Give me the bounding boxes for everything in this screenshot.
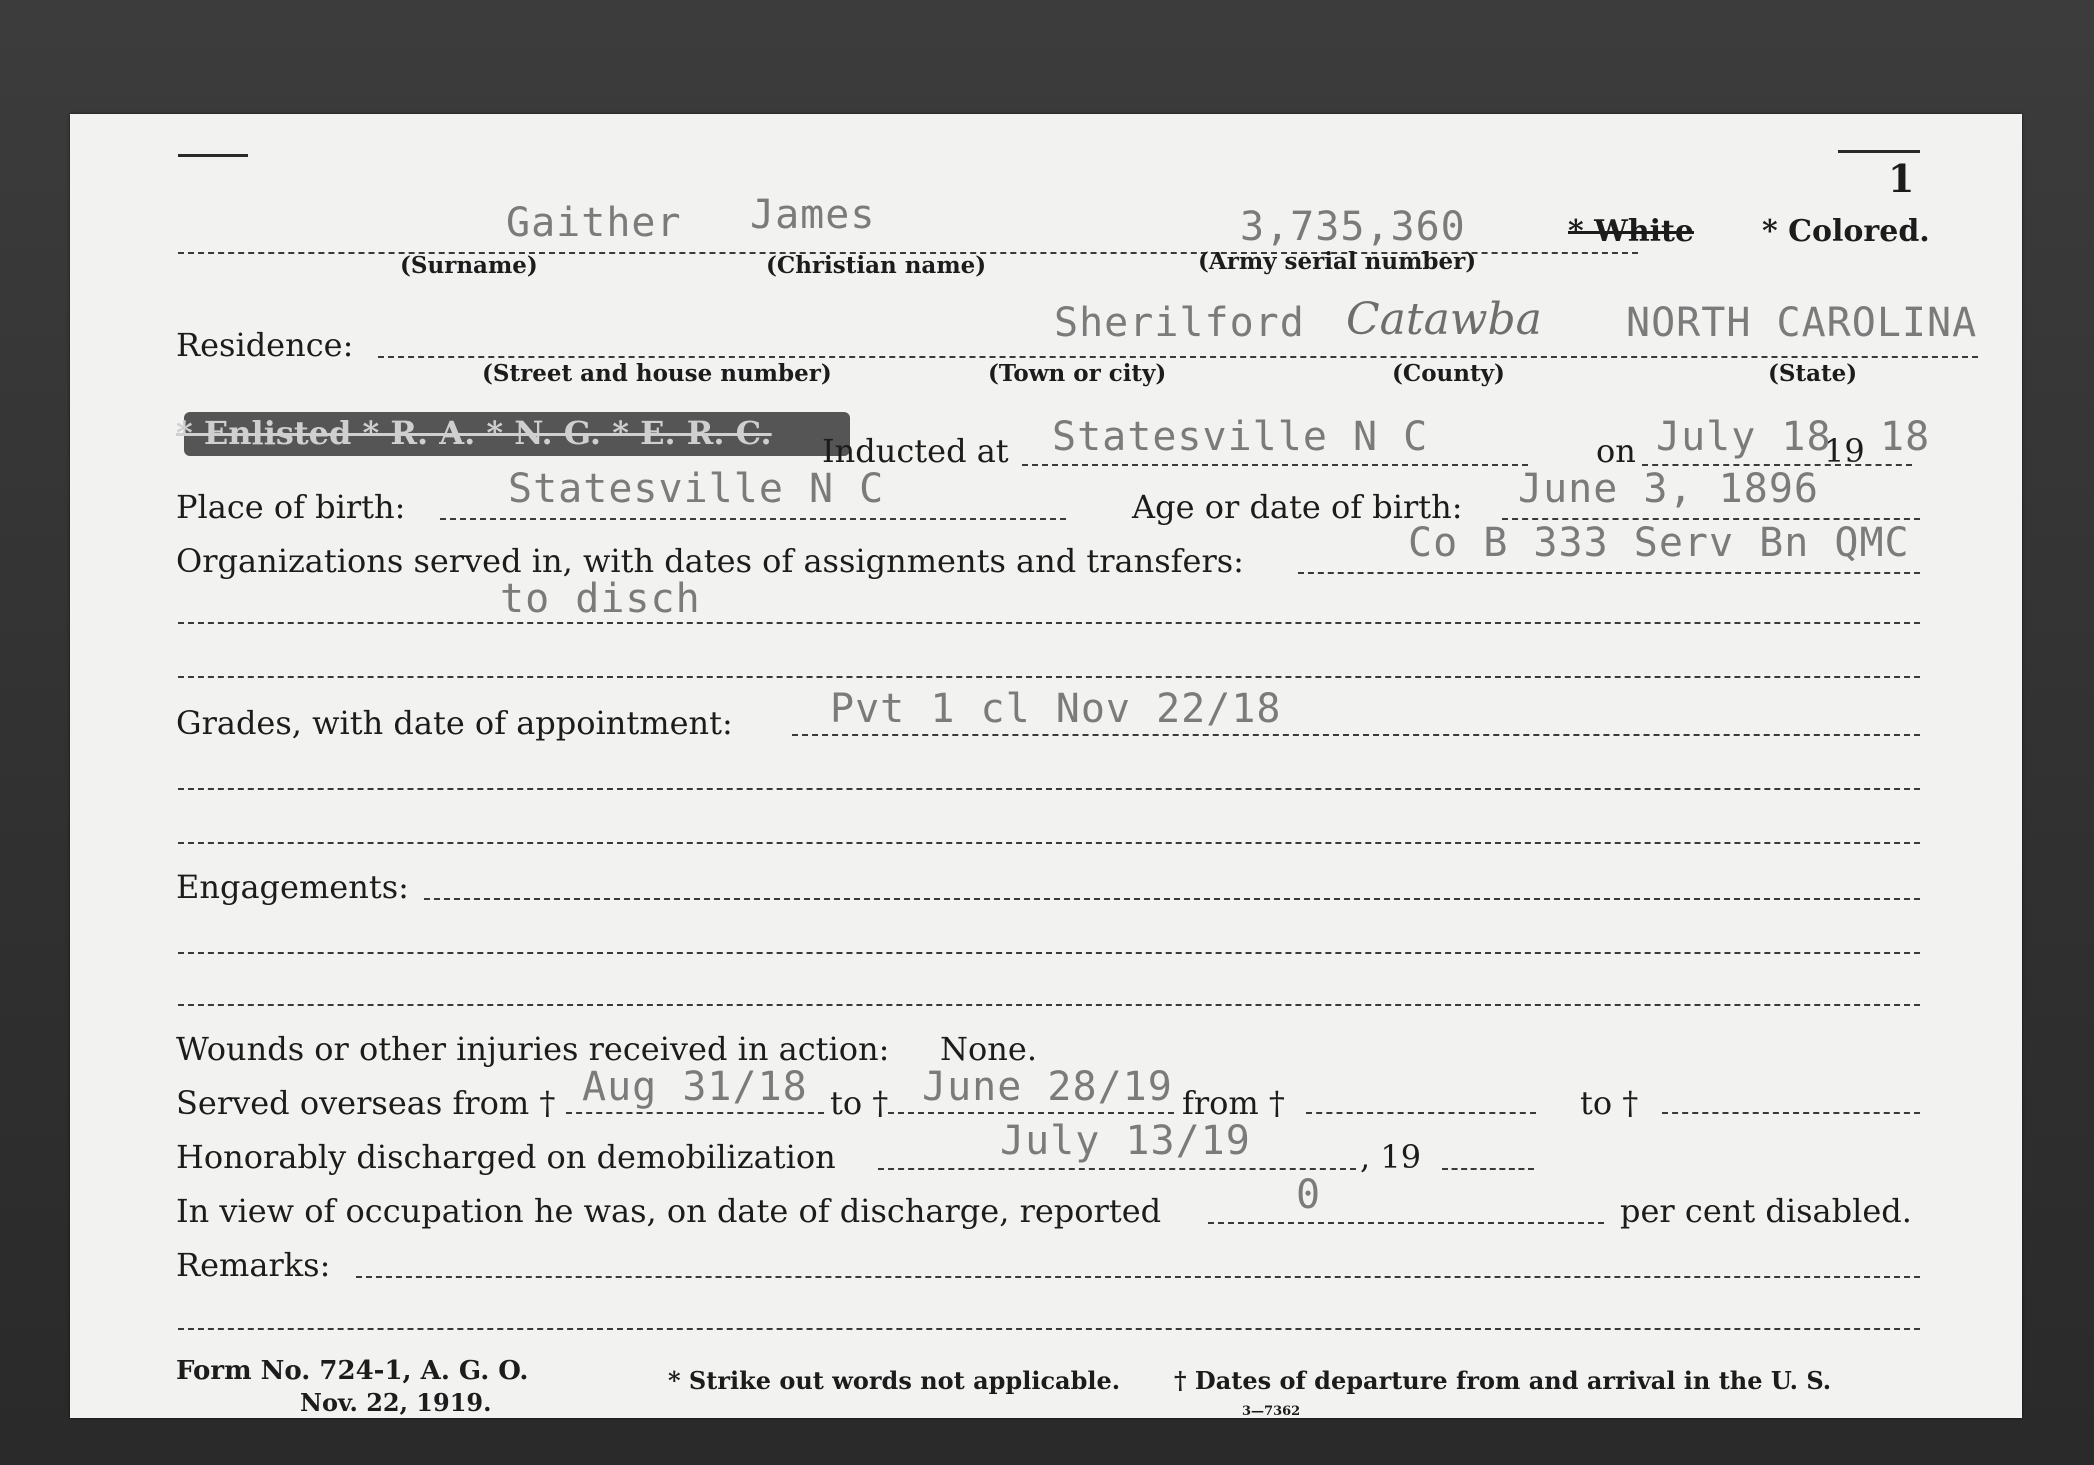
remarks-label: Remarks: <box>176 1246 331 1284</box>
organizations-line-2 <box>178 622 1920 624</box>
organizations-value-1: Co B 333 Serv Bn QMC <box>1408 520 1910 566</box>
service-record-card <box>70 114 2022 1418</box>
discharge-year-label: , 19 <box>1360 1138 1422 1176</box>
print-code: 3—7362 <box>1242 1404 1301 1419</box>
overseas-from-value: Aug 31/18 <box>582 1064 808 1110</box>
induction-date-value: July 18 <box>1656 414 1832 460</box>
organizations-line-3 <box>178 676 1920 678</box>
residence-town: Sherilford <box>1054 300 1305 346</box>
residence-county: Catawba <box>1346 294 1542 345</box>
serial-number-caption: (Army serial number) <box>1198 248 1477 275</box>
engagements-label: Engagements: <box>176 868 409 906</box>
discharge-date-value: July 13/19 <box>1000 1118 1251 1164</box>
grades-line-2 <box>178 788 1920 790</box>
discharge-label: Honorably discharged on demobilization <box>176 1138 836 1176</box>
strike-note: * Strike out words not applicable. <box>668 1366 1121 1395</box>
grades-label: Grades, with date of appointment: <box>176 704 733 742</box>
induction-on-label: on <box>1596 432 1636 470</box>
surname-caption: (Surname) <box>400 252 538 279</box>
organizations-value-2: to disch <box>500 576 701 622</box>
organizations-line-1 <box>1298 572 1920 574</box>
overseas-from-label: Served overseas from † <box>176 1084 556 1122</box>
form-number: Form No. 724-1, A. G. O. <box>176 1356 529 1386</box>
overseas-from2-label: from † <box>1182 1084 1285 1122</box>
christian-name-value: James <box>750 192 876 238</box>
inducted-at-label: Inducted at <box>822 432 1009 470</box>
birth-date-value: June 3, 1896 <box>1518 466 1819 512</box>
overseas-to-label: to † <box>830 1084 889 1122</box>
place-of-birth-label: Place of birth: <box>176 488 406 526</box>
discharge-line <box>878 1168 1356 1170</box>
disability-suffix: per cent disabled. <box>1620 1192 1912 1230</box>
wounds-value: None. <box>940 1030 1037 1068</box>
enlistment-options: * Enlisted * R. A. * N. G. * E. R. C. <box>176 414 772 452</box>
overseas-to-value: June 28/19 <box>922 1064 1173 1110</box>
top-left-rule <box>178 154 248 157</box>
overseas-to-line <box>888 1112 1174 1114</box>
engagements-line-3 <box>178 1004 1920 1006</box>
induction-year-value: 18 <box>1880 414 1931 460</box>
wounds-label: Wounds or other injuries received in action: <box>176 1030 890 1068</box>
disability-line <box>1208 1222 1604 1224</box>
overseas-from2-line <box>1306 1112 1536 1114</box>
inducted-at-value: Statesville N C <box>1052 414 1429 460</box>
overseas-to2-line <box>1662 1112 1920 1114</box>
overseas-from-line <box>566 1112 824 1114</box>
card-number: 1 <box>1888 156 1915 201</box>
colored-label: * Colored. <box>1762 214 1930 249</box>
top-right-rule <box>1838 150 1920 153</box>
surname-value: Gaither <box>506 200 682 246</box>
county-caption: (County) <box>1392 360 1505 387</box>
form-date: Nov. 22, 1919. <box>300 1388 492 1417</box>
induction-year-prefix: 19 <box>1824 432 1865 470</box>
discharge-year-line <box>1442 1168 1534 1170</box>
residence-state: NORTH CAROLINA <box>1626 300 1978 346</box>
inducted-at-line <box>1022 464 1528 466</box>
serial-number-value: 3,735,360 <box>1240 204 1466 250</box>
white-label: * White <box>1568 214 1694 249</box>
christian-name-caption: (Christian name) <box>766 252 987 279</box>
birth-date-label: Age or date of birth: <box>1132 488 1463 526</box>
place-of-birth-value: Statesville N C <box>508 466 885 512</box>
place-of-birth-line <box>440 518 1066 520</box>
remarks-line-2 <box>178 1328 1920 1330</box>
grades-line-1 <box>792 734 1920 736</box>
dates-note: † Dates of departure from and arrival in the U. S. <box>1174 1366 1832 1395</box>
state-caption: (State) <box>1768 360 1858 387</box>
disability-label: In view of occupation he was, on date of discharge, reported <box>176 1192 1162 1230</box>
engagements-line-1 <box>424 898 1920 900</box>
remarks-line-1 <box>356 1276 1920 1278</box>
residence-line <box>378 356 1978 358</box>
disability-value: 0 <box>1296 1172 1322 1218</box>
town-caption: (Town or city) <box>988 360 1167 387</box>
grades-value: Pvt 1 cl Nov 22/18 <box>830 686 1282 732</box>
overseas-to2-label: to † <box>1580 1084 1639 1122</box>
engagements-line-2 <box>178 952 1920 954</box>
organizations-label: Organizations served in, with dates of assignments and transfers: <box>176 542 1244 580</box>
street-caption: (Street and house number) <box>482 360 832 387</box>
grades-line-3 <box>178 842 1920 844</box>
residence-label: Residence: <box>176 326 354 364</box>
